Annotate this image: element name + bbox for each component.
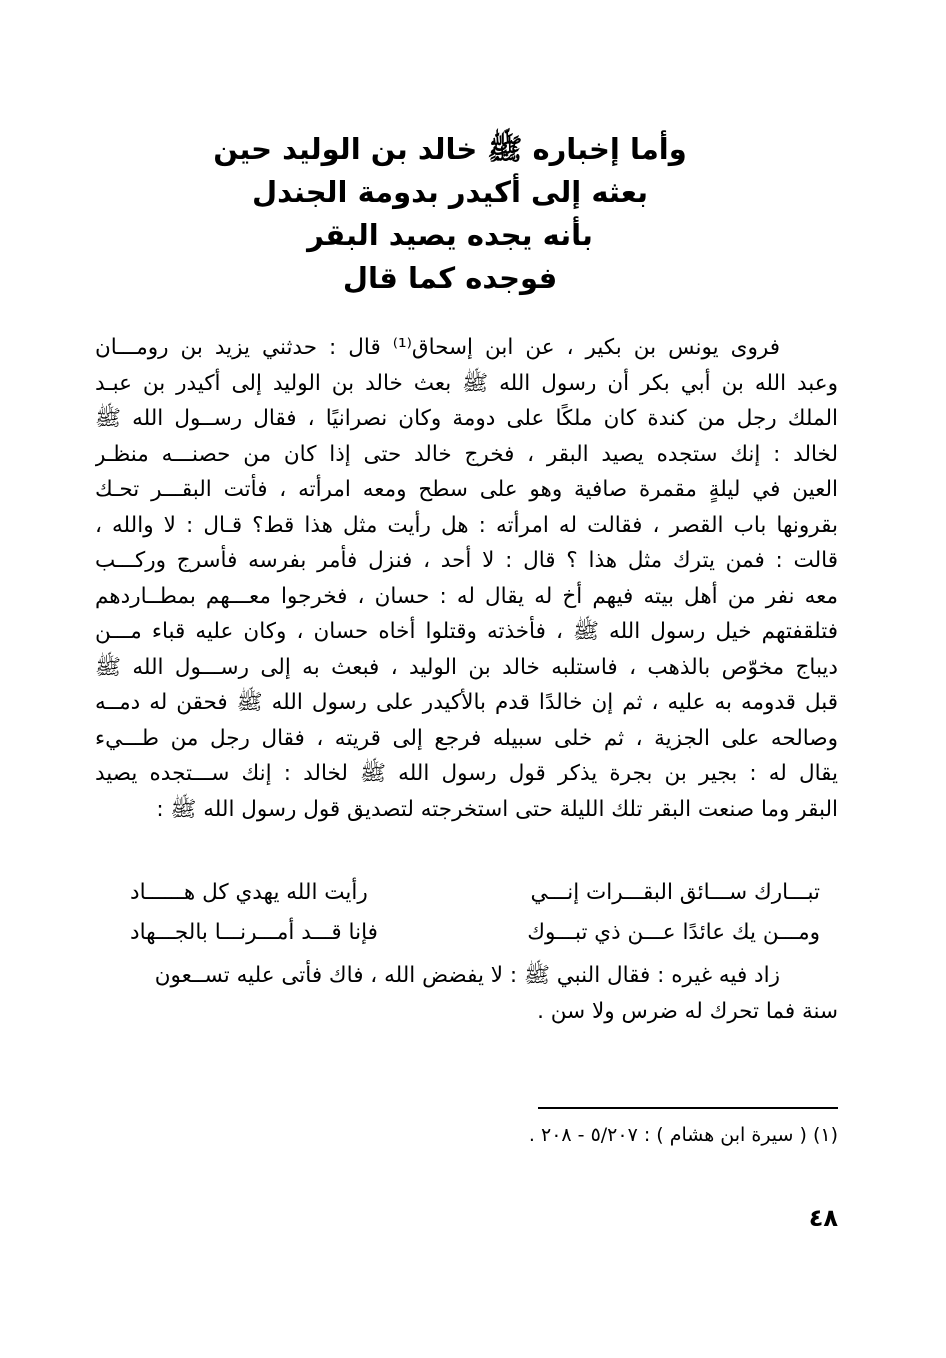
poem-verse bbox=[130, 880, 820, 905]
text-line: فروى يونس بن بكير ، عن ابن إسحاق⁽¹⁾ قال : حدثني يزيد بن رومـــان bbox=[95, 335, 780, 360]
chapter-title bbox=[150, 128, 750, 300]
verse-first-hemistich: تبـــارك ســـائق البقـــرات إنـــي bbox=[530, 880, 820, 905]
text-line: وصالحه على الجزية ، ثم خلى سبيله فرجع إلى قريته ، فقال رجل من طـــيء bbox=[95, 725, 838, 751]
text-line: يقال له : بجير بن بجرة يذكر قول رسول الله ﷺ لخالد : إنك ســـتجده يصيد bbox=[95, 761, 838, 786]
poem-verse bbox=[130, 920, 820, 945]
text-line: وعبد الله بن أبي بكر أن رسول الله ﷺ بعث خالد بن الوليد إلى أكيدر بن عبـد bbox=[95, 370, 838, 396]
title-line: فوجده كما قال bbox=[342, 261, 558, 295]
closing-text bbox=[95, 958, 838, 1029]
text-line: البقر وما صنعت البقر تلك الليلة حتى استخرجته لتصديق قول رسول الله ﷺ : bbox=[156, 796, 838, 822]
main-text bbox=[95, 330, 838, 827]
footnote: (١) ( سيرة ابن هشام ) : ٥/٢٠٧ - ٢٠٨ . bbox=[528, 1124, 838, 1146]
verse-second-hemistich: رأيت الله يهدي كل هــــــاد bbox=[130, 880, 368, 905]
text-line: بقرونها باب القصر ، فقالت له امرأته : هل رأيت مثل هذا قط؟ قـال : لا والله ، bbox=[95, 512, 838, 538]
footnote-divider bbox=[538, 1107, 838, 1109]
title-line: بأنه يجده يصيد البقر bbox=[307, 218, 593, 252]
text-line: سنة فما تحرك له ضرس ولا سن . bbox=[537, 998, 838, 1024]
text-line: الملك رجل من كندة كان ملكًا على دومة وكان نصرانيًا ، فقال رســول الله ﷺ bbox=[95, 406, 838, 431]
verse-second-hemistich: فإنا قـــد أمـــرنـــا بالجـــهاد bbox=[130, 920, 378, 945]
verse-first-hemistich: ومـــن يك عائدًا عـــن ذي تبـــوك bbox=[527, 920, 820, 945]
text-line: لخالد : إنك ستجده يصيد البقر ، فخرج خالد حتى إذا كان من حصنـــه منظـر bbox=[95, 441, 838, 467]
text-line: زاد فيه غيره : فقال النبي ﷺ : لا يفضض الله ، فاك فأتى عليه تســعون bbox=[154, 963, 780, 988]
text-line: فتلقفتهم خيل رسول الله ﷺ ، فأخذته وقتلوا أخاه حسان ، وكان عليه قباء مـــن bbox=[95, 619, 838, 644]
title-line: وأما إخباره ﷺ خالد بن الوليد حين bbox=[213, 132, 687, 166]
text-line: قبل قدومه به عليه ، ثم إن خالدًا قدم بالأكيدر على رسول الله ﷺ فحقن له دمــه bbox=[95, 690, 838, 715]
title-line: بعثه إلى أكيدر بدومة الجندل bbox=[251, 175, 649, 209]
text-line: قالت : فمن يترك مثل هذا ؟ قال : لا أحد ، فنزل فأمر بفرسه فأسرج وركـــب bbox=[95, 548, 838, 573]
text-line: العين في ليلةٍ مقمرة صافية وهو على سطح ومعه امرأته ، فأتت البقـــر تحـك bbox=[95, 477, 838, 502]
text-line: معه نفر من أهل بيته فيهم أخ له يقال له : حسان ، فخرجوا معـــهم بمطــاردهم bbox=[95, 583, 838, 609]
text-line: ديباج مخوّص بالذهب ، فاستلبه خالد بن الوليد ، فبعث به إلى رســـول الله ﷺ bbox=[95, 654, 838, 680]
page-number: ٤٨ bbox=[808, 1204, 838, 1232]
